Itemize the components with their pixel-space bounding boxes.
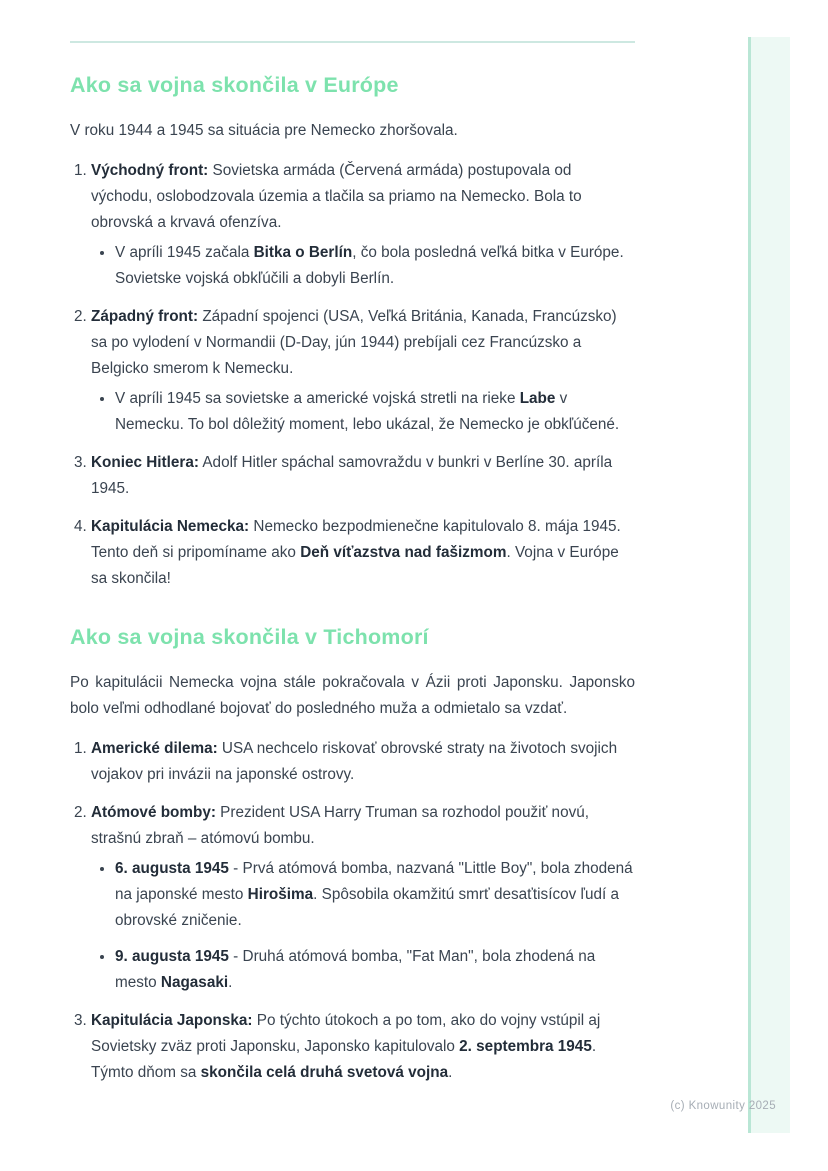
bullet-list [91,240,635,292]
bullet-list [91,386,635,438]
text: , čo bola posledná veľká bitka v Európe. Sovietske vojská obkľúčili a dobyli Berlín. [115,244,624,287]
list-item-text [91,454,612,497]
text: . Týmto dňom sa [91,1038,597,1081]
bold-text: Labe [519,390,556,407]
list-item-text [91,804,589,847]
text: Po týchto útokoch a po tom, ako do vojny vstúpil aj Sovietsky zväz proti Japonsku, Japonsko kapitulovalo [91,1012,601,1055]
bullet-list [91,856,635,996]
copyright-text: (c) Knowunity 2025 [670,1100,776,1112]
text: Sovietska armáda (Červená armáda) postupovala od východu, oslobodzovala územia a tlačila sa priamo na Nemecko. Bola to obrovská a krvavá ofenzíva. [91,162,582,231]
bold-text: Atómové bomby: [91,804,216,821]
paragraph: V roku 1944 a 1945 sa situácia pre Nemecko zhoršovala. [70,122,458,139]
bold-text: Kapitulácia Nemecka: [91,518,250,535]
list-item-text [91,162,582,231]
document-content [70,56,635,1098]
section [70,70,635,592]
bold-text: Východný front: [91,162,209,179]
text: . Spôsobila okamžitú smrť desaťtisícov ľudí a obrovské zničenie. [115,886,619,929]
section-intro [70,670,635,722]
list-item [91,304,635,438]
text: . Vojna v Európe sa skončila! [91,544,619,587]
list-item-text [91,518,621,587]
list-item [91,158,635,292]
text: V apríli 1945 začala [115,244,254,261]
numbered-list [70,158,635,592]
list-item [91,514,635,592]
text: . [228,974,233,991]
list-item [91,736,635,788]
bold-text: 2. septembra 1945 [459,1038,592,1055]
bold-text: Koniec Hitlera: [91,454,199,471]
bold-text: Západný front: [91,308,199,325]
section-heading: Ako sa vojna skončila v Tichomorí [70,625,429,649]
bold-text: 9. augusta 1945 [115,948,229,965]
top-divider [70,41,635,43]
bold-text: Kapitulácia Japonska: [91,1012,253,1029]
section [70,622,635,1086]
paragraph: Po kapitulácii Nemecka vojna stále pokračovala v Ázii proti Japonsku. Japonsko bolo veľmi odhodlané bojovať do posledného muža a odmietalo sa vzdať. [70,674,635,717]
list-item [91,800,635,996]
list-item-text [91,740,617,783]
bold-text: Americké dilema: [91,740,218,757]
section-heading: Ako sa vojna skončila v Európe [70,73,399,97]
text: v Nemecku. To bol dôležitý moment, lebo ukázal, že Nemecko je obkľúčené. [115,390,620,433]
bold-text: 6. augusta 1945 [115,860,229,877]
text: . [448,1064,453,1081]
text: Prezident USA Harry Truman sa rozhodol použiť novú, strašnú zbraň – atómovú bombu. [91,804,589,847]
text: Nemecko bezpodmienečne kapitulovalo 8. mája 1945. Tento deň si pripomíname ako [91,518,621,561]
bold-text: Nagasaki [160,974,229,991]
text: Západní spojenci (USA, Veľká Británia, Kanada, Francúzsko) sa po vylodení v Normandii (D-Day, jún 1944) prebíjali cez Francúzsko a Belgicko smerom k Nemecku. [91,308,617,377]
list-item [91,450,635,502]
bold-text: Deň víťazstva nad fašizmom [300,544,507,561]
bullet-item [115,240,635,292]
bold-text: Hirošima [247,886,314,903]
text: USA nechcelo riskovať obrovské straty na životoch svojich vojakov pri invázii na japonské ostrovy. [91,740,618,783]
list-item-text [91,308,617,377]
text: - Druhá atómová bomba, "Fat Man", bola zhodená na mesto [115,948,596,991]
section-intro [70,118,635,144]
bullet-item [115,856,635,934]
list-item [91,1008,635,1086]
bold-text: Bitka o Berlín [253,244,353,261]
bold-text: skončila celá druhá svetová vojna [200,1064,449,1081]
numbered-list [70,736,635,1086]
text: - Prvá atómová bomba, nazvaná "Little Boy", bola zhodená na japonské mesto [115,860,633,903]
list-item-text [91,1012,600,1081]
bullet-item [115,386,635,438]
side-accent-strip [748,37,790,1133]
text: V apríli 1945 sa sovietske a americké vojská stretli na rieke [115,390,520,407]
text: Adolf Hitler spáchal samovraždu v bunkri v Berlíne 30. apríla 1945. [91,454,613,497]
bullet-item [115,944,635,996]
